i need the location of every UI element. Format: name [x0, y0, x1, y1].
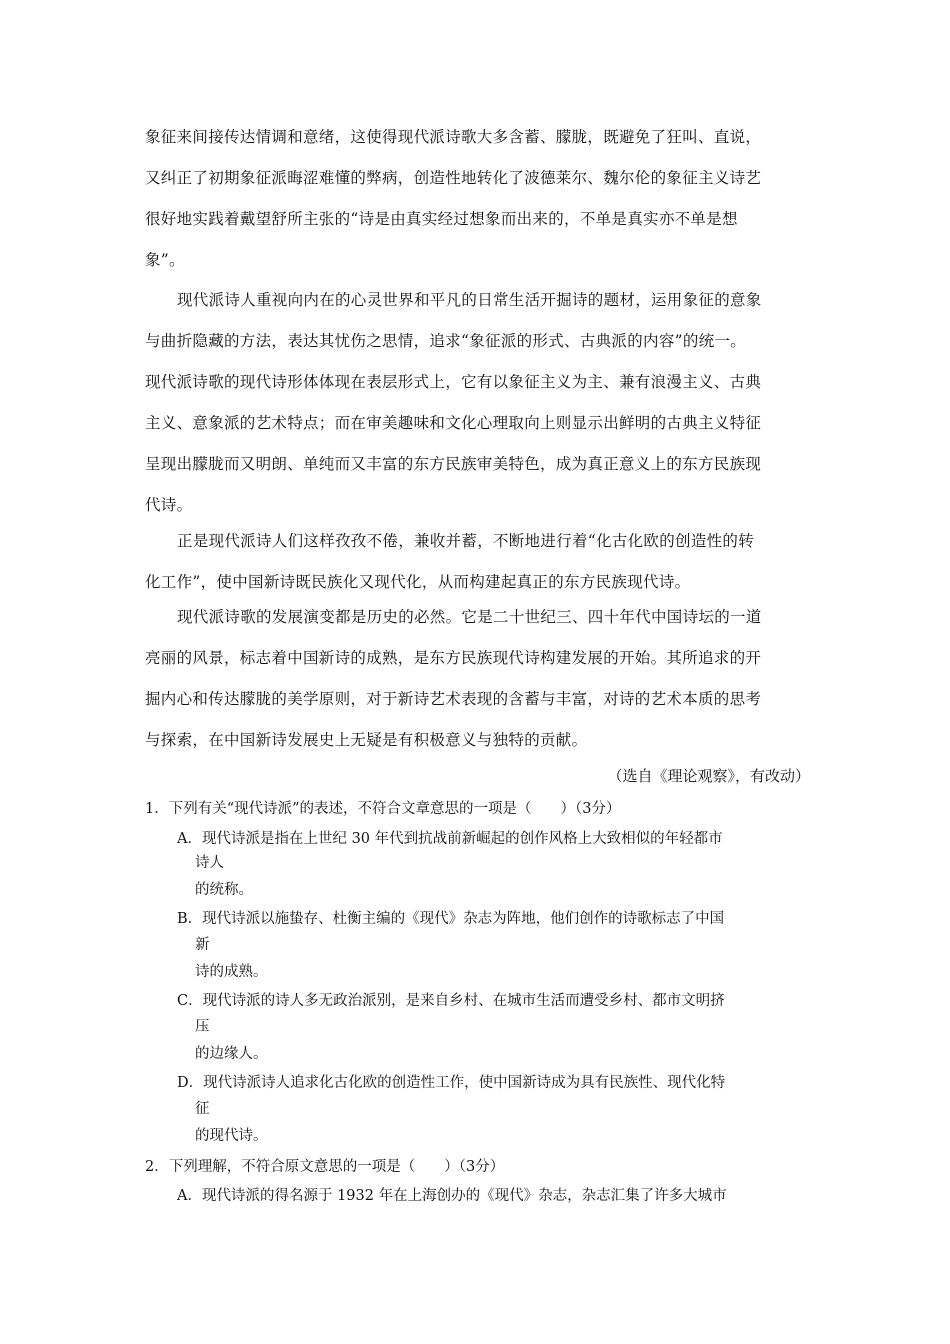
- passage-line: 现代派诗人重视向内在的心灵世界和平凡的日常生活开掘诗的题材，运用象征的意象: [177, 291, 762, 309]
- passage-line: 代诗。: [145, 496, 193, 514]
- q1-option-b: B．现代诗派以施蛰存、杜衡主编的《现代》杂志为阵地，他们创作的诗歌标志了中国: [177, 911, 725, 927]
- passage-line: 正是现代派诗人们这样孜孜不倦，兼收并蓄，不断地进行着“化古化欧的创造性的转: [177, 532, 755, 550]
- q1-option-b-wrap: 新: [195, 937, 210, 953]
- passage-line: 象”。: [145, 251, 185, 269]
- passage-line: 呈现出朦胧而又明朗、单纯而又丰富的东方民族审美特色，成为真正意义上的东方民族现: [145, 455, 762, 473]
- passage-line: 与探索，在中国新诗发展史上无疑是有积极意义与独特的贡献。: [145, 731, 588, 749]
- q1-option-d: D．现代诗派诗人追求化古化欧的创造性工作，使中国新诗成为具有民族性、现代化特: [177, 1075, 726, 1091]
- q2-option-a: A．现代诗派的得名源于 1932 年在上海创办的《现代》杂志，杂志汇集了许多大城市: [177, 1188, 727, 1204]
- q1-option-b-wrap: 诗的成熟。: [195, 964, 268, 980]
- q1-option-a: A．现代诗派是指在上世纪 30 年代到抗战前新崛起的创作风格上大致相似的年轻都市: [177, 831, 723, 847]
- passage-line: 现代派诗歌的发展演变都是历史的必然。它是二十世纪三、四十年代中国诗坛的一道: [177, 608, 762, 626]
- passage-line: 亮丽的风景，标志着中国新诗的成熟，是东方民族现代诗构建发展的开始。其所追求的开: [145, 649, 762, 667]
- q1-option-c: C．现代诗派的诗人多无政治派别，是来自乡村、在城市生活而遭受乡村、都市文明挤: [177, 993, 725, 1009]
- q1-option-c-wrap: 压: [195, 1019, 210, 1035]
- passage-line: 很好地实践着戴望舒所主张的“诗是由真实经过想象而出来的，不单是真实亦不单是想: [145, 210, 738, 228]
- passage-line: 化工作”，使中国新诗既民族化又现代化，从而构建起真正的东方民族现代诗。: [145, 573, 691, 591]
- question-2-stem: 2．下列理解，不符合原文意思的一项是（ ）（3分）: [145, 1159, 505, 1175]
- passage-line: 又纠正了初期象征派晦涩难懂的弊病，创造性地转化了波德莱尔、魏尔伦的象征主义诗艺: [145, 169, 762, 187]
- question-1-stem: 1．下列有关“现代诗派”的表述，不符合文章意思的一项是（ ）（3分）: [145, 801, 621, 817]
- passage-line: 掘内心和传达朦胧的美学原则，对于新诗艺术表现的含蓄与丰富，对诗的艺术本质的思考: [145, 690, 762, 708]
- q1-option-d-wrap: 征: [195, 1101, 210, 1117]
- q1-option-d-wrap: 的现代诗。: [195, 1128, 268, 1144]
- q1-option-a-wrap: 的统称。: [195, 882, 253, 898]
- passage-line: 象征来间接传达情调和意绪，这使得现代派诗歌大多含蓄、朦胧，既避免了狂叫、直说，: [145, 128, 762, 146]
- passage-line: 现代派诗歌的现代诗形体体现在表层形式上，它有以象征主义为主、兼有浪漫主义、古典: [145, 373, 762, 391]
- passage-line: 主义、意象派的艺术特点；而在审美趣味和文化心理取向上则显示出鲜明的古典主义特征: [145, 414, 762, 432]
- q1-option-c-wrap: 的边缘人。: [195, 1046, 268, 1062]
- q1-option-a-wrap: 诗人: [195, 855, 224, 871]
- source-citation: （选自《理论观察》，有改动）: [607, 767, 810, 785]
- passage-line: 与曲折隐藏的方法，表达其忧伤之思情，追求“象征派的形式、古典派的内容”的统一。: [145, 332, 747, 350]
